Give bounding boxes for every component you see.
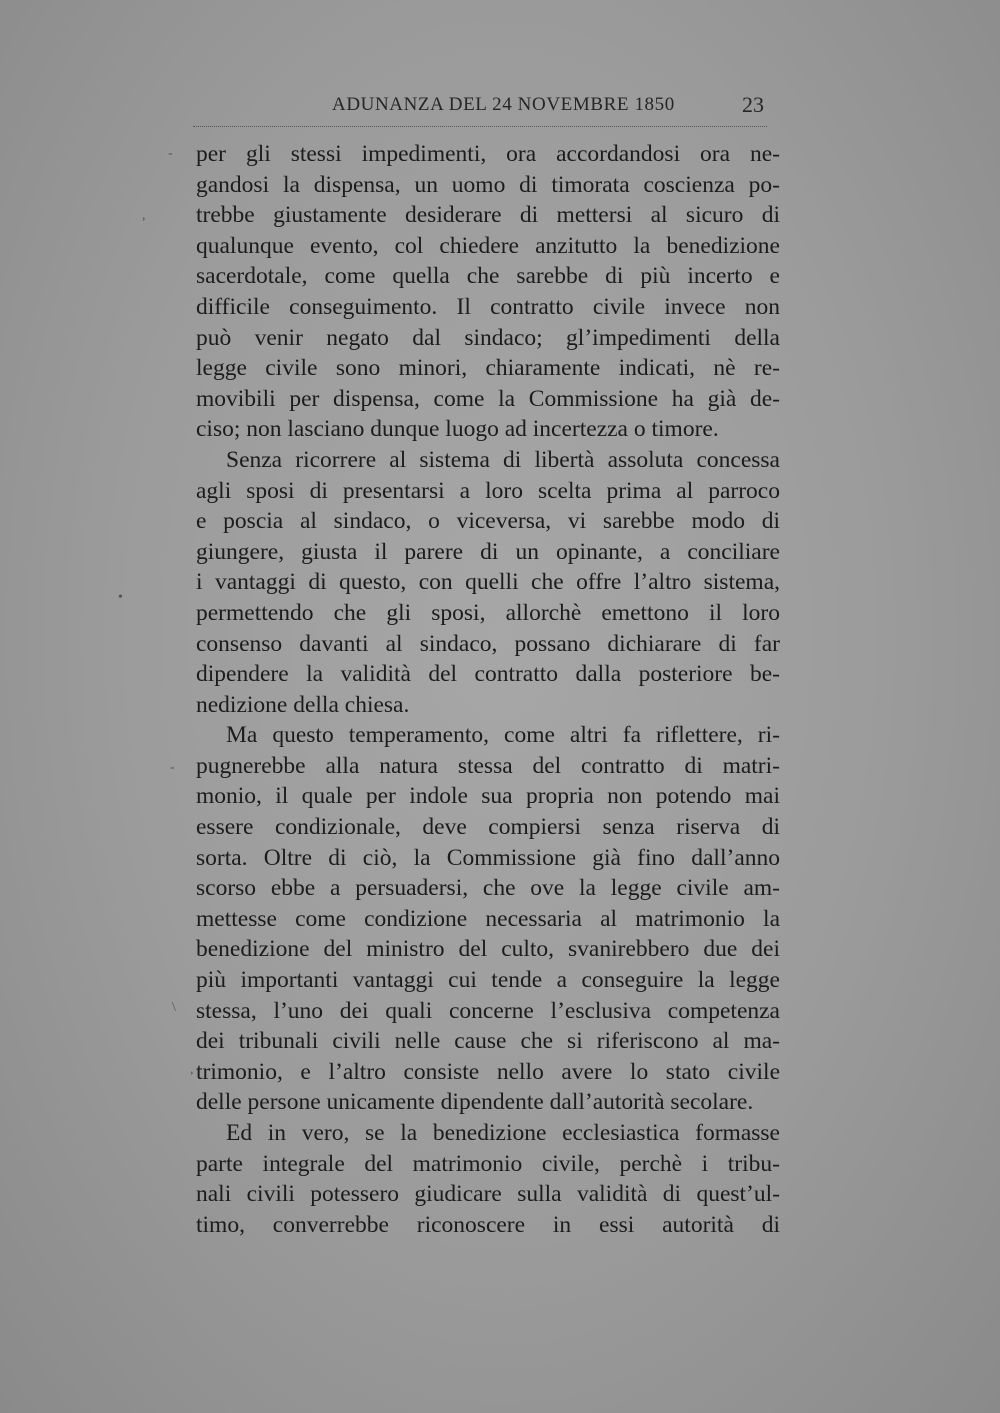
margin-mark: - <box>170 760 175 775</box>
text-line: consenso davanti al sindaco, possano dichiarare di far <box>196 630 780 657</box>
text-line: trebbe giustamente desiderare di mettersi al sicuro di <box>196 202 780 229</box>
text-line: stessa, l’uno dei quali concerne l’esclusiva competenza <box>196 997 780 1024</box>
text-line: giungere, giusta il parere di un opinante, a conciliare <box>196 538 780 565</box>
margin-mark: , <box>190 1062 194 1077</box>
text-line: e poscia al sindaco, o viceversa, vi sarebbe modo di <box>196 508 780 535</box>
text-line: i vantaggi di questo, con quelli che offre l’altro sistema, <box>196 569 780 596</box>
paragraph-first-line: Senza ricorrere al sistema di libertà assoluta concessa <box>226 446 780 473</box>
text-line: essere condizionale, deve compiersi senza riserva di <box>196 814 780 841</box>
margin-mark: • <box>118 590 123 605</box>
text-line: parte integrale del matrimonio civile, perchè i tribu- <box>196 1150 780 1177</box>
text-line: scorso ebbe a persuadersi, che ove la legge civile am- <box>196 875 780 902</box>
text-line: nali civili potessero giudicare sulla validità di quest’ul- <box>196 1181 780 1208</box>
text-line: benedizione del ministro del culto, svanirebbero due dei <box>196 936 780 963</box>
text-line: sorta. Oltre di ciò, la Commissione già fino dall’anno <box>196 844 780 871</box>
text-line: permettendo che gli sposi, allorchè emettono il loro <box>196 599 780 626</box>
text-line: qualunque evento, col chiedere anzitutto la benedizione <box>196 232 780 259</box>
text-line: più importanti vantaggi cui tende a conseguire la legge <box>196 967 780 994</box>
text-line: per gli stessi impedimenti, ora accordandosi ora ne- <box>196 141 780 167</box>
running-title: ADUNANZA DEL 24 NOVEMBRE 1850 <box>332 94 675 115</box>
text-line: monio, il quale per indole sua propria non potendo mai <box>196 783 780 810</box>
text-line: agli sposi di presentarsi a loro scelta prima al parroco <box>196 477 780 504</box>
page-number: 23 <box>742 92 764 117</box>
margin-mark: - <box>168 146 173 161</box>
text-line: legge civile sono minori, chiaramente indicati, nè re- <box>196 355 780 382</box>
text-line: pugnerebbe alla natura stessa del contratto di matri- <box>196 752 780 779</box>
paragraph-first-line: Ed in vero, se la benedizione ecclesiastica formasse <box>226 1120 780 1146</box>
header-rule <box>193 126 767 127</box>
text-line: ciso; non lasciano dunque luogo ad incertezza o timore. <box>196 416 719 443</box>
text-line: difficile conseguimento. Il contratto civile invece non <box>196 293 780 320</box>
text-line: mettesse come condizione necessaria al matrimonio la <box>196 905 780 932</box>
text-line: delle persone unicamente dipendente dall’autorità secolare. <box>196 1089 754 1116</box>
text-line: dipendere la validità del contratto dalla posteriore be- <box>196 661 780 688</box>
body-text <box>196 139 780 1240</box>
text-line: gandosi la dispensa, un uomo di timorata coscienza po- <box>196 171 780 198</box>
margin-mark: , <box>142 208 146 223</box>
text-line: dei tribunali civili nelle cause che si riferiscono al ma- <box>196 1028 780 1055</box>
text-line: movibili per dispensa, come la Commissione ha già de- <box>196 385 780 412</box>
text-line: può venir negato dal sindaco; gl’impedimenti della <box>196 324 780 351</box>
text-line: nedizione della chiesa. <box>196 691 410 718</box>
paragraph-first-line: Ma questo temperamento, come altri fa riflettere, ri- <box>226 722 780 749</box>
text-line: timo, converrebbe riconoscere in essi autorità di <box>196 1211 780 1238</box>
running-head <box>196 92 766 122</box>
text-line: trimonio, e l’altro consiste nello avere lo stato civile <box>196 1058 780 1085</box>
margin-mark: \ <box>172 1000 176 1015</box>
text-line: sacerdotale, come quella che sarebbe di più incerto e <box>196 263 780 290</box>
